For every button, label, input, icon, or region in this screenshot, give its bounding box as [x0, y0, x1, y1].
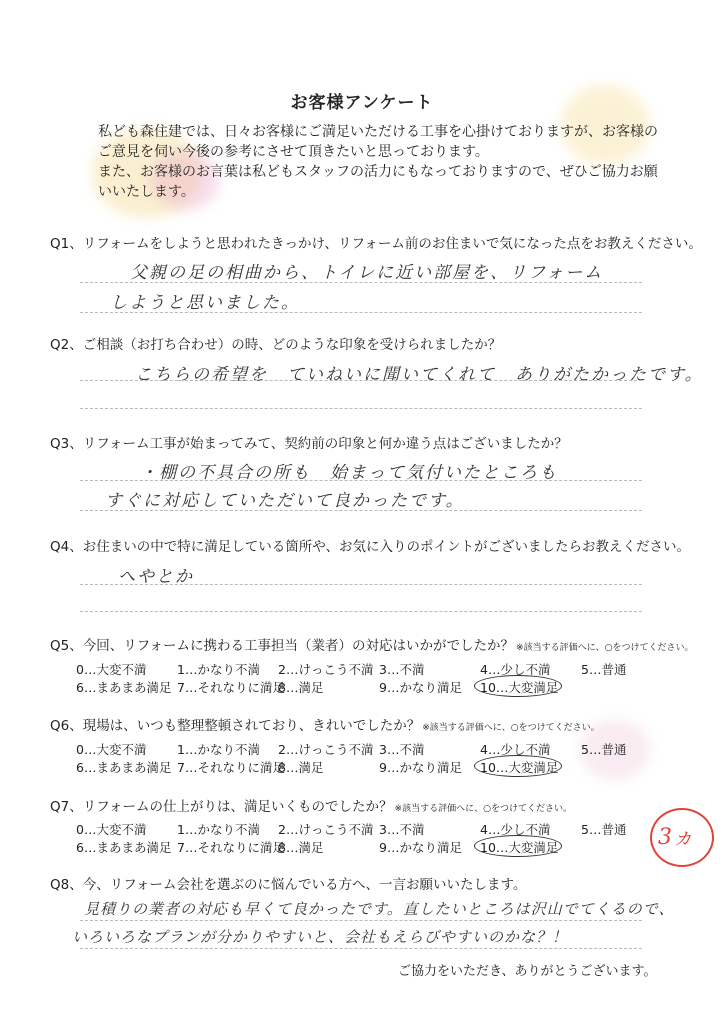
rating-q7 [76, 820, 682, 856]
answer-8-line-1: 見積りの業者の対応も早くて良かったです。直したいところは沢山でてくるので、 [84, 900, 675, 918]
intro-line: 私ども森住建では、日々お客様にご満足いただける工事を心掛けておりますが、お客様の [98, 124, 658, 140]
question-5-note: ※該当する評価へに、○をつけてください。 [516, 643, 694, 653]
rating-option-1[interactable]: 1…かなり不満 [177, 822, 260, 837]
rating-option-6[interactable]: 6…まあまあ満足 [76, 840, 172, 855]
answer-line [80, 380, 642, 381]
rating-option-3[interactable]: 3…不満 [379, 822, 425, 837]
intro-line: また、お客様のお言葉は私どもスタッフの活力にもなっておりますので、ぜひご協力お願 [98, 164, 658, 180]
answer-line [80, 948, 642, 949]
question-5 [50, 634, 693, 654]
question-7-text: Q7、リフォームの仕上がりは、満足いくものでしたか？ [50, 799, 393, 815]
rating-option-8[interactable]: 8…満足 [278, 840, 324, 855]
rating-option-3[interactable]: 3…不満 [379, 742, 425, 757]
rating-option-1[interactable]: 1…かなり不満 [177, 662, 260, 677]
rating-q6 [76, 740, 682, 776]
answer-line [80, 408, 642, 409]
rating-option-2[interactable]: 2…けっこう不満 [278, 822, 374, 837]
rating-option-2[interactable]: 2…けっこう不満 [278, 742, 374, 757]
rating-option-7[interactable]: 7…それなりに満足 [177, 680, 285, 695]
question-5-text: Q5、今回、リフォームに携わる工事担当（業者）の対応はいかがでしたか？ [50, 638, 515, 654]
question-6-text: Q6、現場は、いつも整理整頓されており、きれいでしたか？ [50, 718, 421, 734]
answer-3-line-2: すぐに対応していただいて良かったです。 [105, 491, 465, 511]
answer-line [80, 920, 642, 921]
rating-option-8[interactable]: 8…満足 [278, 680, 324, 695]
question-7-note: ※該当する評価へに、○をつけてください。 [394, 804, 572, 814]
answer-1-line-2: しようと思いました。 [110, 293, 300, 313]
answer-2-line-1: こちらの希望を ていねいに聞いてくれて ありがたかったです。 [135, 365, 704, 385]
rating-option-9[interactable]: 9…かなり満足 [379, 760, 462, 775]
rating-option-7[interactable]: 7…それなりに満足 [177, 840, 285, 855]
answer-8-line-2: いろいろなプランが分かりやすいと、会社もえらびやすいのかな？！ [72, 928, 569, 946]
rating-option-5[interactable]: 5…普通 [581, 822, 627, 837]
rating-q5 [76, 660, 682, 696]
rating-option-9[interactable]: 9…かなり満足 [379, 840, 462, 855]
rating-option-1[interactable]: 1…かなり不満 [177, 742, 260, 757]
answer-line [80, 611, 642, 612]
question-8: Q8、今、リフォーム会社を選ぶのに悩んでいる方へ、一言お願いいたします。 [50, 877, 527, 893]
thanks-note: ご協力をいただき、ありがとうございます。 [398, 964, 657, 979]
answer-line [80, 480, 642, 481]
answer-4-line-1: へやとか [118, 567, 194, 587]
rating-option-0[interactable]: 0…大変不満 [76, 662, 147, 677]
red-stamp [650, 808, 714, 867]
answer-line [80, 282, 642, 283]
answer-1-line-1: 父親の足の相曲から、トイレに近い部屋を、リフォーム [130, 263, 604, 283]
question-6 [50, 714, 600, 734]
intro-line: いいたします。 [98, 184, 195, 200]
rating-option-5[interactable]: 5…普通 [581, 662, 627, 677]
question-4: Q4、お住まいの中で特に満足している箇所や、お気に入りのポイントがございましたらお教えください。 [50, 539, 690, 555]
rating-option-4[interactable]: 4…少し不満 [480, 822, 551, 837]
question-3: Q3、リフォーム工事が始まってみて、契約前の印象と何か違う点はございましたか？ [50, 436, 568, 452]
rating-option-4[interactable]: 4…少し不満 [480, 662, 551, 677]
page-title: お客様アンケート [290, 93, 434, 113]
answer-line [80, 510, 642, 511]
answer-3-line-1: ・棚の不具合の所も 始まって気付いたところも [140, 463, 558, 483]
question-1: Q1、リフォームをしようと思われたきっかけ、リフォーム前のお住まいで気になった点をお教えください。 [50, 236, 702, 252]
rating-option-4[interactable]: 4…少し不満 [480, 742, 551, 757]
stamp-text: 3ヵ [658, 825, 694, 850]
rating-option-10-selected[interactable]: 10…大変満足 [480, 838, 581, 856]
answer-line [80, 584, 642, 585]
rating-option-8[interactable]: 8…満足 [278, 760, 324, 775]
rating-option-10-selected[interactable]: 10…大変満足 [480, 678, 581, 696]
intro-line: ご意見を伺い今後の参考にさせて頂きたいと思っております。 [98, 144, 489, 160]
rating-option-6[interactable]: 6…まあまあ満足 [76, 680, 172, 695]
rating-option-0[interactable]: 0…大変不満 [76, 742, 147, 757]
rating-option-3[interactable]: 3…不満 [379, 662, 425, 677]
rating-option-9[interactable]: 9…かなり満足 [379, 680, 462, 695]
rating-option-2[interactable]: 2…けっこう不満 [278, 662, 374, 677]
answer-line [80, 312, 642, 313]
intro-text [98, 122, 658, 202]
rating-option-0[interactable]: 0…大変不満 [76, 822, 147, 837]
rating-option-5[interactable]: 5…普通 [581, 742, 627, 757]
rating-option-7[interactable]: 7…それなりに満足 [177, 760, 285, 775]
question-6-note: ※該当する評価へに、○をつけてください。 [422, 723, 600, 733]
rating-option-10-selected[interactable]: 10…大変満足 [480, 758, 581, 776]
question-7 [50, 795, 572, 815]
rating-option-6[interactable]: 6…まあまあ満足 [76, 760, 172, 775]
question-2: Q2、ご相談（お打ち合わせ）の時、どのような印象を受けられましたか？ [50, 337, 502, 353]
